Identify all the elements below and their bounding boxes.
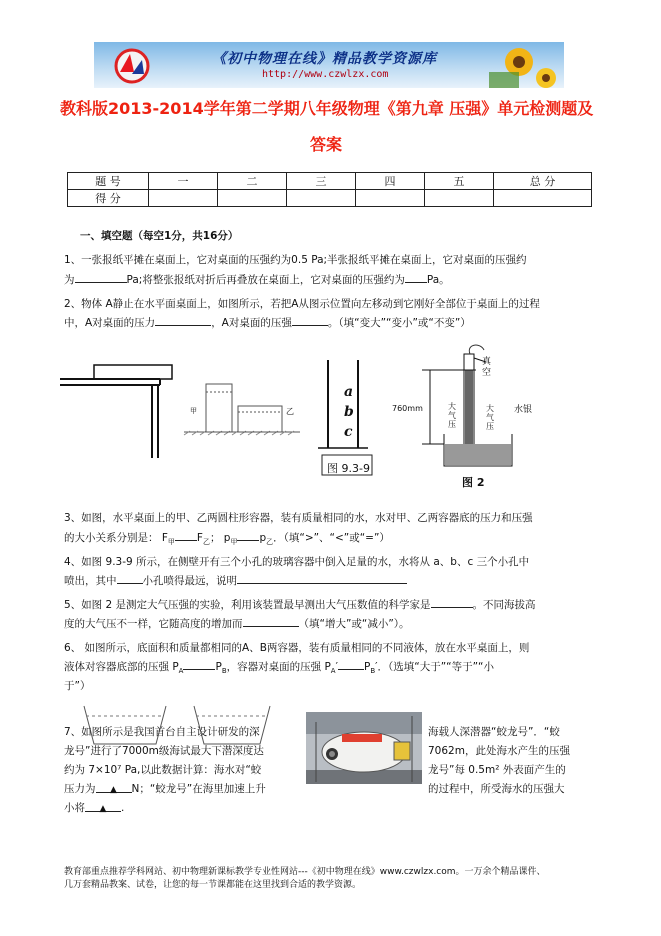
question-6-line1: 6、 如图所示，底面积和质量都相同的A、B两容器，装有质量相同的不同液体，放在水平桌面上，则	[64, 642, 530, 654]
question-7-right-line4: 的过程中，所受海水的压强大	[428, 783, 565, 795]
banner-url[interactable]: http://www.czwlzx.com	[262, 69, 389, 80]
container-jia	[206, 384, 232, 432]
table-cell: 题 号	[68, 173, 149, 190]
answer-blank[interactable]	[237, 571, 407, 584]
label-yi: 乙	[286, 407, 294, 416]
section-heading: 一、填空题（每空1分，共16分）	[80, 230, 239, 242]
table-cell: 一	[149, 173, 218, 190]
answer-blank[interactable]	[338, 657, 364, 670]
table-cell: 得 分	[68, 190, 149, 207]
question-7-right-line3: 龙号”每 0.5m² 外表面产生的	[428, 764, 566, 776]
question-7-line4: 压力为 ▲ N；“蛟龙号”在海里加速上升	[64, 779, 266, 799]
question-2-line2: 中，A对桌面的压力 ，A对桌面的压强 。（填“变大”“变小”或“不变”）	[64, 313, 471, 333]
question-4-line1: 4、如图 9.3-9 所示，在侧壁开有三个小孔的玻璃容器中倒入足量的水，水将从 a、b、c 三个小孔中	[64, 556, 530, 568]
question-3-line1: 3、如图，水平桌面上的甲、乙两圆柱形容器，装有质量相同的水，水对甲、乙两容器底的压力和压强	[64, 512, 533, 524]
question-7-line1: 7、如图所示是我国首台自主设计研发的深	[64, 726, 260, 738]
label-atm-left: 大气压	[448, 402, 456, 429]
table-cell: 二	[218, 173, 287, 190]
document-title-line2: 答案	[310, 135, 343, 154]
question-2-line1: 2、物体 A静止在水平面桌面上，如图所示，若把A从图示位置向左移动到它刚好全部位于桌面上的过程	[64, 298, 540, 310]
question-7-right-line2: 7062m，此处海水产生的压强	[428, 745, 570, 757]
answer-blank[interactable]	[175, 528, 197, 541]
question-5-line2: 度的大气压不一样，它随高度的增加而 （填“增大”或“减小”）。	[64, 614, 410, 634]
label-mercury: 水银	[514, 405, 533, 415]
answer-blank[interactable]	[155, 313, 211, 326]
hole-label-b: b	[344, 404, 354, 420]
block-a	[94, 365, 172, 379]
answer-blank[interactable]	[292, 313, 328, 326]
answer-blank[interactable]	[405, 270, 427, 283]
score-cell[interactable]	[494, 190, 592, 207]
answer-blank[interactable]	[75, 270, 127, 283]
label-vacuum-1: 真	[482, 357, 492, 367]
answer-blank[interactable]	[183, 657, 215, 670]
question-3-line2: 的大小关系分别是： $F_甲$ $F_乙$； $p_甲$ $p_乙$．（填“>”、“<”或“=”）	[64, 528, 390, 552]
label-atm-right: 大气压	[486, 404, 494, 431]
question-6-line2: 液体对容器底部的压强 $P_A$ $P_B$，容器对桌面的压强 $P_A'$ $P_B'$．（选填“大于”“等于”“小	[64, 657, 494, 681]
answer-blank[interactable]	[431, 595, 473, 608]
score-table	[67, 172, 592, 207]
score-cell[interactable]	[425, 190, 494, 207]
containers-figure	[184, 384, 300, 435]
question-7-right-line1: 海载人深潜器“蛟龙号”．“蛟	[428, 726, 560, 738]
question-1-line1: 1、一张报纸平摊在桌面上，它对桌面的压强约为0.5 Pa;半张报纸平摊在桌面上，它对桌面的压强约	[64, 254, 527, 266]
table-cell: 三	[287, 173, 356, 190]
answer-blank[interactable]	[243, 614, 299, 627]
mercury-dish	[445, 444, 511, 465]
answer-blank[interactable]	[117, 571, 143, 584]
answer-blank[interactable]: ▲	[96, 780, 132, 793]
question-7-line5: 小将 ▲ .	[64, 798, 124, 818]
header-banner	[94, 42, 564, 88]
answer-blank[interactable]: ▲	[85, 799, 121, 812]
footer-line1: 教育部重点推荐学科网站、初中物理新课标教学专业性网站---《初中物理在线》www.czwlzx.com。一万余个精品课件、	[64, 867, 546, 877]
table-cell: 五	[425, 173, 494, 190]
label-760mm: 760mm	[392, 404, 423, 413]
score-cell[interactable]	[218, 190, 287, 207]
document-title-line1: 教科版2013-2014学年第二学期八年级物理《第九章 压强》单元检测题及	[60, 99, 594, 118]
hole-label-a: a	[344, 384, 354, 400]
question-1-line2: 为 Pa;将整张报纸对折后再叠放在桌面上，它对桌面的压强约为 Pa。	[64, 270, 450, 290]
table-cell: 四	[356, 173, 425, 190]
table-with-block-figure	[60, 365, 172, 458]
question-5-line1: 5、如图 2 是测定大气压强的实验，利用该装置最早测出大气压数值的科学家是 。不同海拔高	[64, 595, 536, 615]
score-cell[interactable]	[287, 190, 356, 207]
figure-caption-9-3-9: 图 9.3-9	[327, 462, 370, 475]
torricelli-figure	[422, 345, 512, 466]
label-vacuum-2: 空	[482, 368, 492, 378]
question-4-line2: 喷出，其中 小孔喷得最远，说明	[64, 571, 407, 591]
question-7-line2: 龙号”进行了7000m级海试最大下潜深度达	[64, 745, 264, 757]
table-cell: 总 分	[494, 173, 592, 190]
question-6-line3: 于”）	[64, 680, 91, 692]
score-cell[interactable]	[356, 190, 425, 207]
answer-blank[interactable]	[237, 528, 259, 541]
footer-line2: 几万套精品教案、试卷，让您的每一节课都能在这里找到合适的教学资源。	[64, 880, 362, 890]
figures-row	[60, 340, 610, 500]
figure-caption-2: 图 2	[462, 476, 485, 489]
question-7-line3: 约为 7×10⁷ Pa,以此数据计算：海水对“蛟	[64, 764, 262, 776]
score-table-score-row	[68, 190, 592, 207]
hole-label-c: c	[344, 424, 353, 440]
score-table-header-row	[68, 173, 592, 190]
container-yi	[238, 406, 282, 432]
score-cell[interactable]	[149, 190, 218, 207]
jiaolong-submersible-photo	[306, 712, 422, 784]
label-jia: 甲	[190, 407, 197, 415]
banner-title: 《初中物理在线》精品教学资源库	[212, 51, 437, 67]
